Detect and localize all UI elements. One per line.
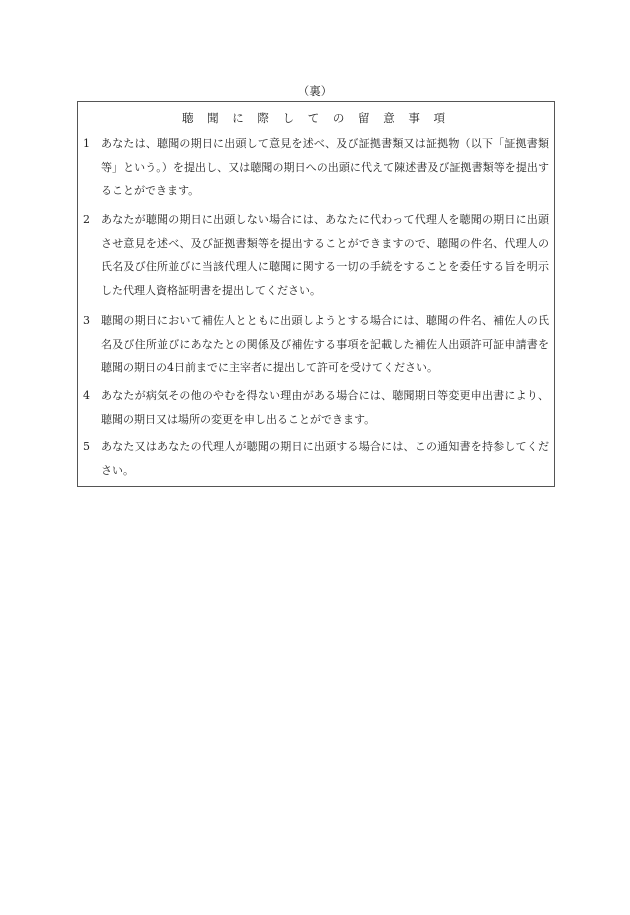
notice-item-5 bbox=[83, 435, 549, 482]
item-number: 5 bbox=[83, 440, 90, 453]
notice-box bbox=[77, 101, 555, 487]
notice-item-3 bbox=[83, 309, 549, 380]
notice-item-1 bbox=[83, 132, 549, 203]
notice-item-4 bbox=[83, 384, 549, 431]
item-text: あなたは、聴聞の期日に出頭して意見を述べ、及び証拠書類又は証拠物（以下「証拠書類等」という。）を提出し、又は聴聞の期日への出頭に代えて陳述書及び証拠書類等を提出することができます。 bbox=[101, 137, 549, 197]
item-number: 1 bbox=[83, 137, 90, 150]
item-text: 聴聞の期日において補佐人とともに出頭しようとする場合には、聴聞の件名、補佐人の氏名及び住所並びにあなたとの関係及び補佐する事項を記載した補佐人出頭許可証申請書を聴聞の期日の4日前までに主宰者に提出して許可を受けてください。 bbox=[101, 314, 549, 374]
item-number: 3 bbox=[83, 314, 90, 327]
item-number: 4 bbox=[83, 389, 90, 402]
page-side-label: （裏） bbox=[297, 84, 333, 98]
notice-title: 聴 聞 に 際 し て の 留 意 事 項 bbox=[181, 111, 451, 125]
item-text: あなたが病気その他のやむを得ない理由がある場合には、聴聞期日等変更申出書により、聴聞の期日又は場所の変更を申し出ることができます。 bbox=[101, 389, 549, 426]
notice-item-2 bbox=[83, 208, 549, 302]
item-number: 2 bbox=[83, 213, 90, 226]
item-text: あなたが聴聞の期日に出頭しない場合には、あなたに代わって代理人を聴聞の期日に出頭させ意見を述べ、及び証拠書類等を提出することができますので、聴聞の件名、代理人の氏名及び住所並びに当該代理人に聴聞に関する一切の手続をすることを委任する旨を明示した代理人資格証明書を提出してください。 bbox=[101, 213, 549, 297]
item-text: あなた又はあなたの代理人が聴聞の期日に出頭する場合には、この通知書を持参してください。 bbox=[101, 440, 549, 477]
